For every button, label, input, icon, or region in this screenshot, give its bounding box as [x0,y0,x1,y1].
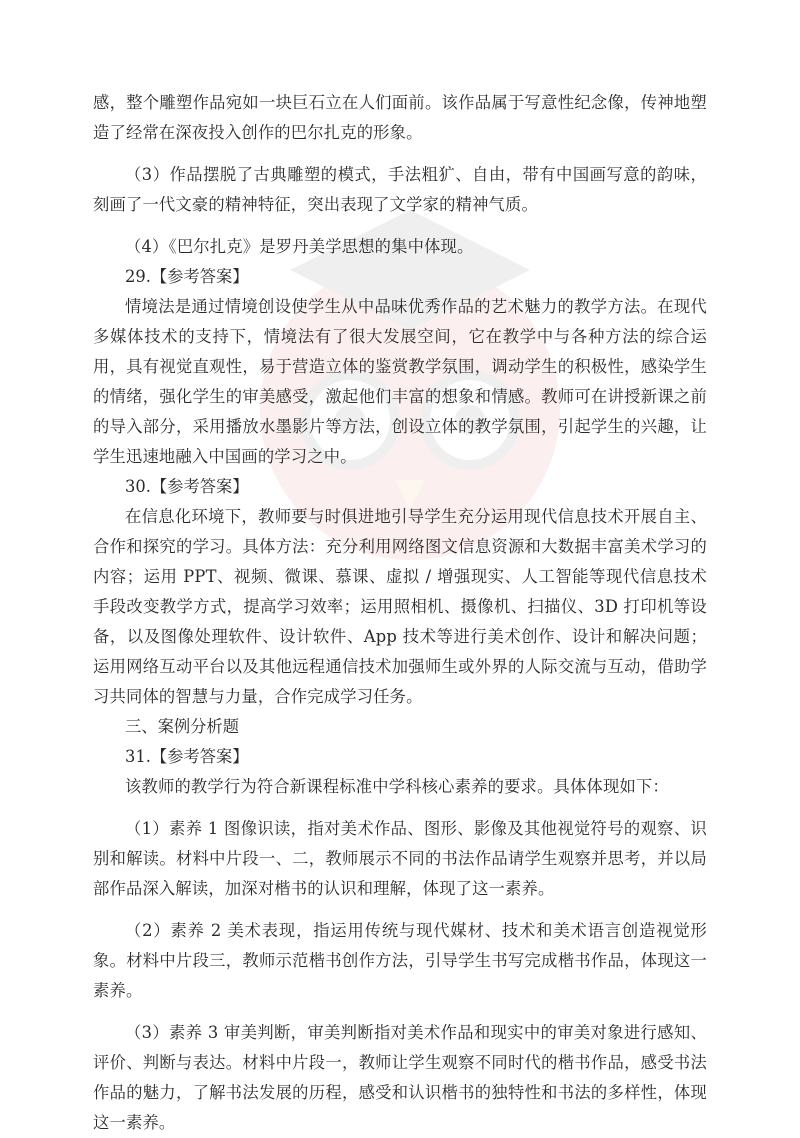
answer-heading-31: 31.【参考答案】 [125,747,249,766]
paragraph-answer-29: 情境法是通过情境创设使学生从中品味优秀作品的艺术魅力的教学方法。在现代多媒体技术的支持下，情境法有了很大发展空间，它在教学中与各种方法的综合运用，具有视觉直观性，易于营造立体的鉴赏教学氛围，调动学生的积极性，感染学生的情绪，强化学生的审美感受，激起他们丰富的想象和情感。教师可在讲授新课之前的导入部分，采用播放水墨影片等方法，创设立体的教学氛围，引起学生的兴趣，让学生迅速地融入中国画的学习之中。 [93,297,707,466]
paragraph-answer-31-intro: 该教师的教学行为符合新课程标准中学科核心素养的要求。具体体现如下： [125,777,669,796]
section-heading-case-analysis: 三、案例分析题 [125,717,239,736]
paragraph-balzac-intro: 感，整个雕塑作品宛如一块巨石立在人们面前。该作品属于写意性纪念像，传神地塑造了经常在深夜投入创作的巴尔扎克的形象。 [93,93,707,142]
answer-heading-30: 30.【参考答案】 [125,477,249,496]
paragraph-literacy-3: （3）素养 3 审美判断，审美判断指对美术作品和现实中的审美对象进行感知、评价、判断与表达。材料中片段一，教师让学生观察不同时代的楷书作品，感受书法作品的魅力，了解书法发展的历程，感受和认识楷书的独特性和书法的多样性，体现这一素养。 [93,1023,707,1132]
paragraph-literacy-1: （1）素养 1 图像识读，指对美术作品、图形、影像及其他视觉符号的观察、识别和解读。材料中片段一、二，教师展示不同的书法作品请学生观察并思考，并以局部作品深入解读，加深对楷书的认识和理解，体现了这一素养。 [93,819,707,898]
paragraph-point-4: （4）《巴尔扎克》是罗丹美学思想的集中体现。 [125,237,474,256]
document-page [93,88,707,1138]
answer-heading-29: 29.【参考答案】 [125,267,249,286]
paragraph-answer-30: 在信息化环境下，教师要与时俱进地引导学生充分运用现代信息技术开展自主、合作和探究的学习。具体方法：充分利用网络图文信息资源和大数据丰富美术学习的内容；运用 PPT、视频、微课、慕课、虚拟 / 增强现实、人工智能等现代信息技术手段改变教学方式，提高学习效率；运用照相机、摄像机、扫描仪、3D 打印机等设备，以及图像处理软件、设计软件、App 技术等进行美术创作、设计和解决问题；运用网络互动平台以及其他远程通信技术加强师生或外界的人际交流与互动，借助学习共同体的智慧与力量，合作完成学习任务。 [93,507,707,706]
paragraph-point-3: （3）作品摆脱了古典雕塑的模式，手法粗犷、自由，带有中国画写意的韵味，刻画了一代文豪的精神特征，突出表现了文学家的精神气质。 [93,165,707,214]
paragraph-literacy-2: （2）素养 2 美术表现，指运用传统与现代媒材、技术和美术语言创造视觉形象。材料中片段三，教师示范楷书创作方法，引导学生书写完成楷书作品，体现这一素养。 [93,921,707,1000]
